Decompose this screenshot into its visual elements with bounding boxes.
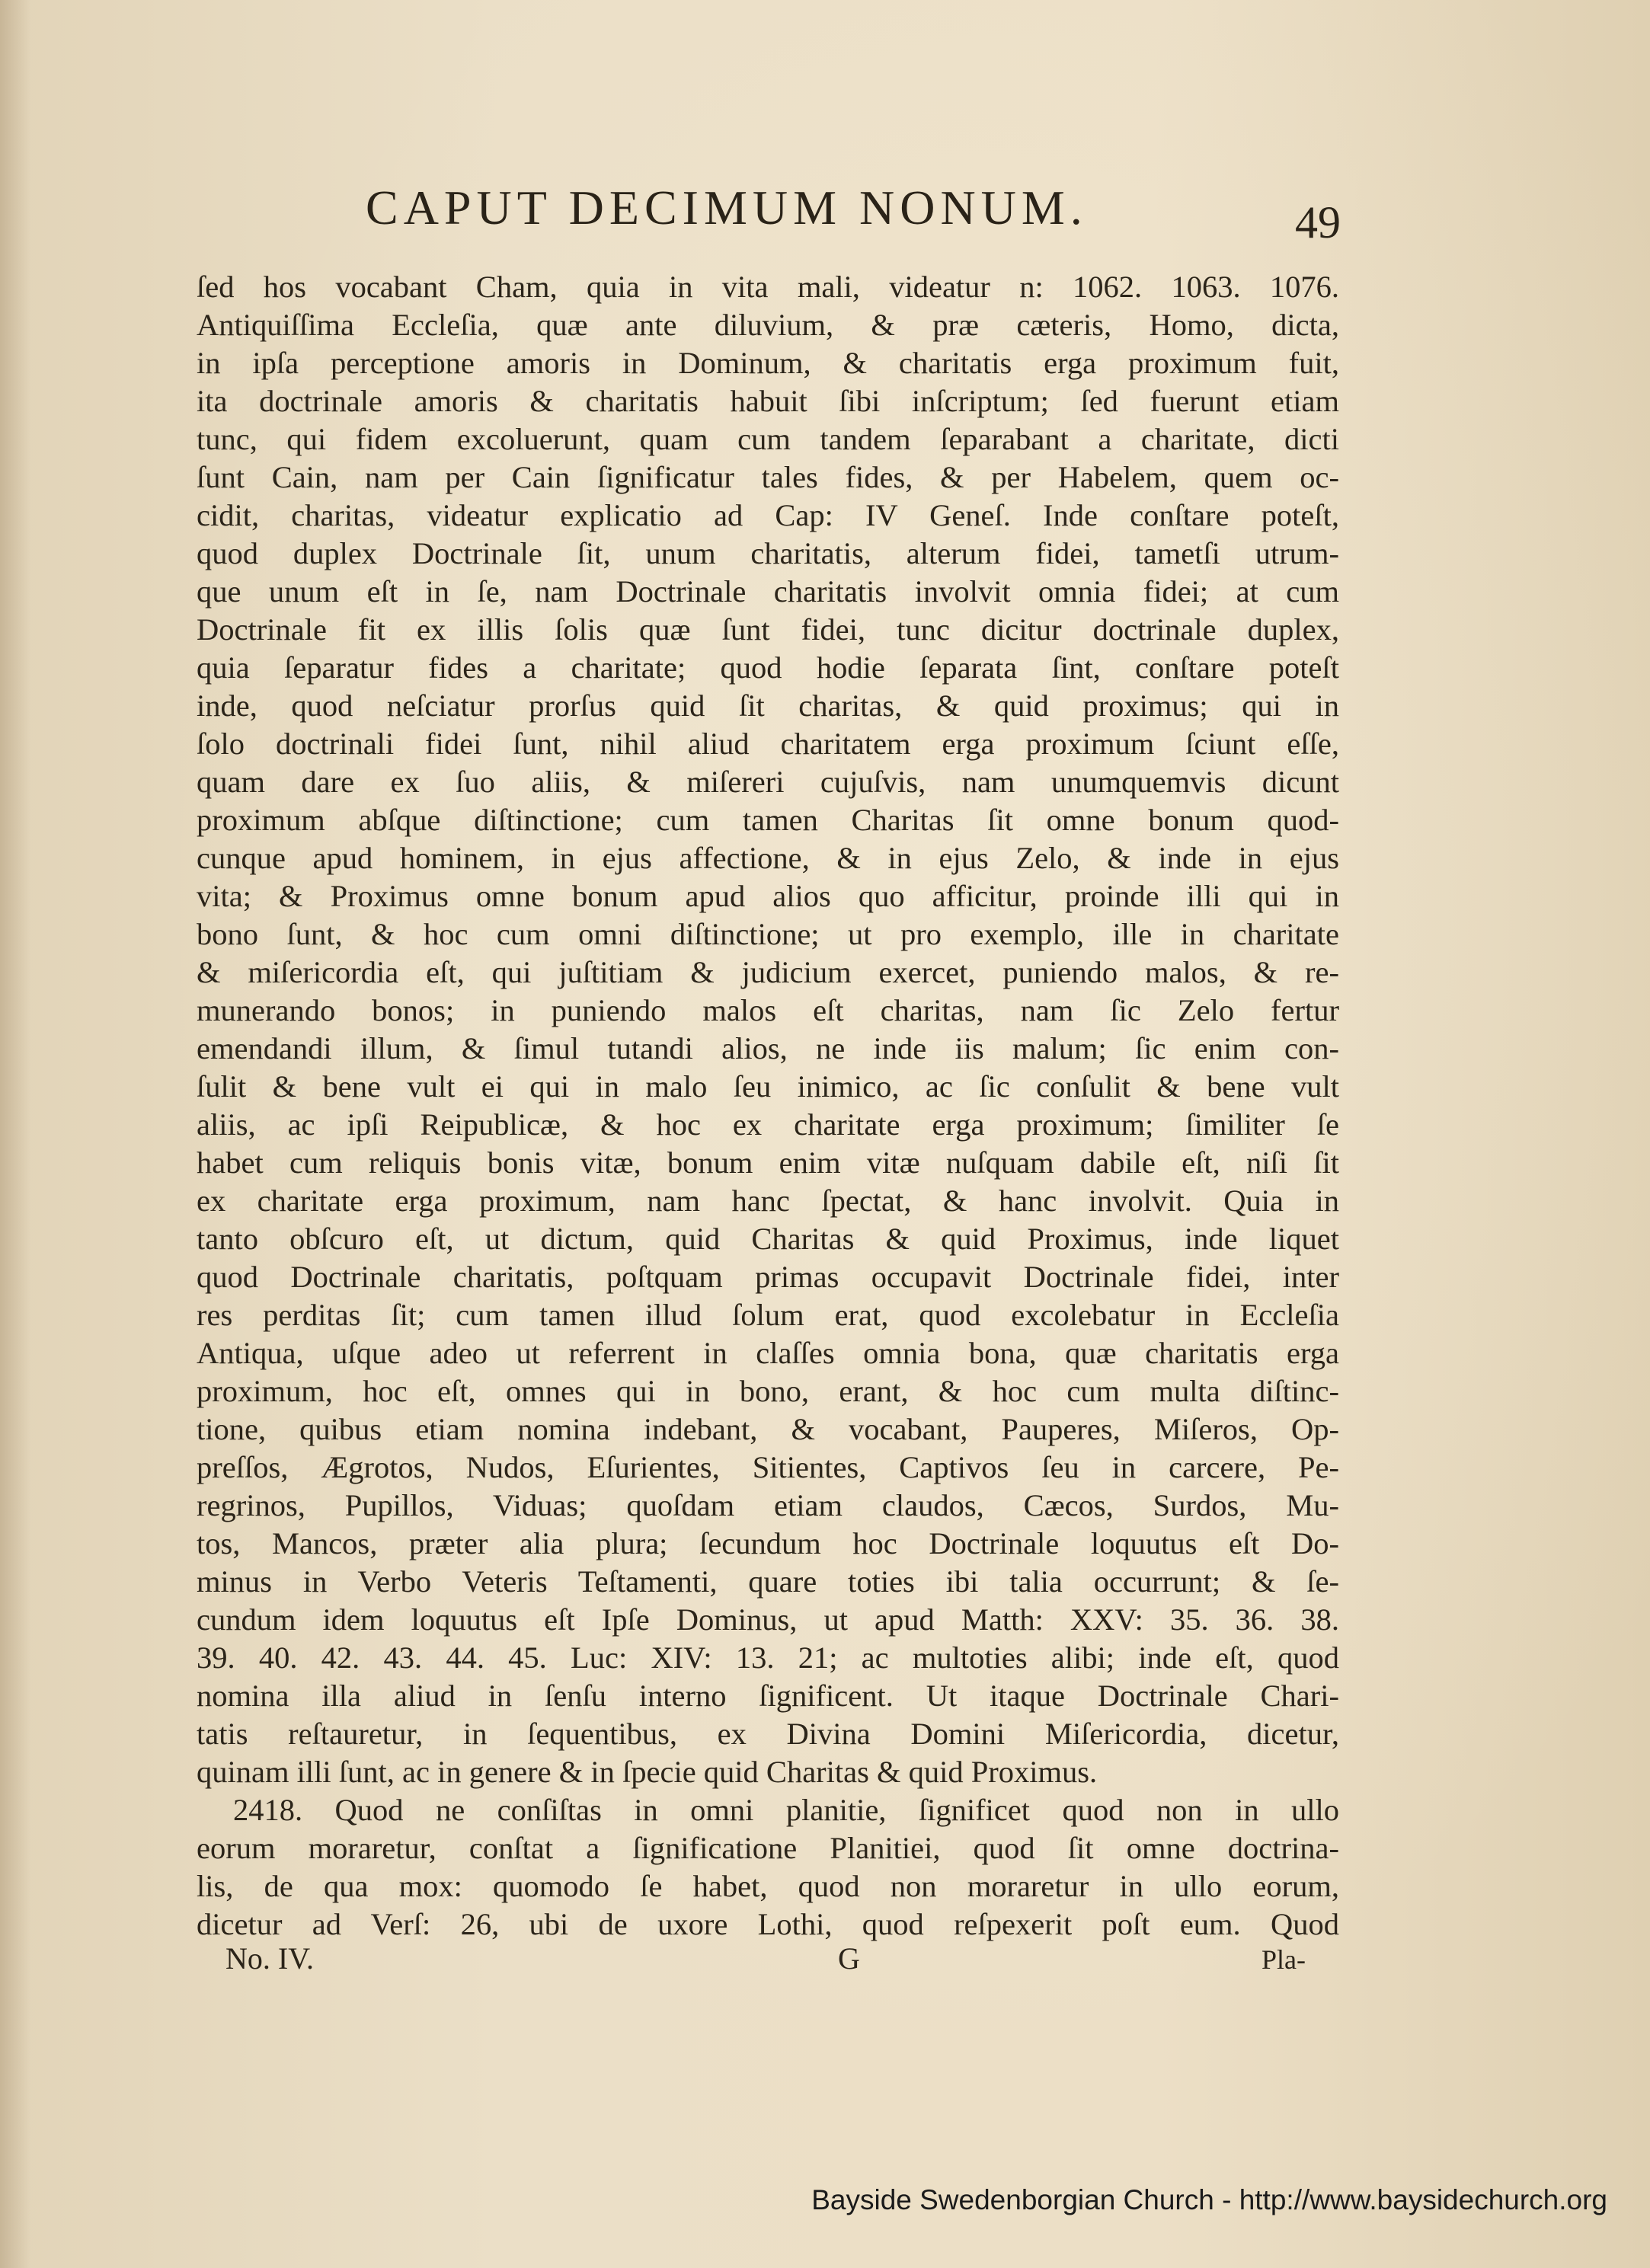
- page-edge-shadow: [0, 0, 30, 2268]
- text-line: aliis, ac ipſi Reipublicæ, & hoc ex charitate erga proximum; ſimiliter ſe: [197, 1107, 1339, 1142]
- text-line: preſſos, Ægrotos, Nudos, Eſurientes, Sitientes, Captivos ſeu in carcere, Pe-: [197, 1450, 1339, 1484]
- text-line: ſunt Cain, nam per Cain ſignificatur tales fides, & per Habelem, quem oc-: [197, 460, 1339, 494]
- text-line: quam dare ex ſuo aliis, & miſereri cujuſvis, nam unumquemvis dicunt: [197, 765, 1339, 799]
- text-line: nomina illa aliud in ſenſu interno ſignificent. Ut itaque Doctrinale Chari-: [197, 1679, 1339, 1713]
- text-line: emendandi illum, & ſimul tutandi alios, ne inde iis malum; ſic enim con-: [197, 1031, 1339, 1065]
- catchword: Pla-: [1261, 1944, 1306, 1975]
- text-line: que unum eſt in ſe, nam Doctrinale charitatis involvit omnia fidei; at cum: [197, 574, 1339, 609]
- main-text: [197, 268, 1339, 1944]
- text-line: inde, quod neſciatur prorſus quid ſit charitas, & quid proximus; qui in: [197, 688, 1339, 723]
- text-line: quod duplex Doctrinale ſit, unum charitatis, alterum fidei, tametſi utrum-: [197, 536, 1339, 570]
- text-line: in ipſa perceptione amoris in Dominum, & charitatis erga proximum fuit,: [197, 346, 1339, 380]
- text-line: minus in Verbo Veteris Teſtamenti, quare toties ibi talia occurrunt; & ſe-: [197, 1564, 1339, 1599]
- text-line: Antiqua, uſque adeo ut referrent in claſſes omnia bona, quæ charitatis erga: [197, 1336, 1339, 1370]
- text-line: & miſericordia eſt, qui juſtitiam & judicium exercet, puniendo malos, & re-: [197, 955, 1339, 989]
- text-line: cunque apud hominem, in ejus affectione, & in ejus Zelo, & inde in ejus: [197, 841, 1339, 875]
- text-line: ſulit & bene vult ei qui in malo ſeu inimico, ac ſic conſulit & bene vult: [197, 1069, 1339, 1104]
- text-line: cidit, charitas, videatur explicatio ad Cap: IV Geneſ. Inde conſtare poteſt,: [197, 498, 1339, 532]
- text-line: tunc, qui fidem excoluerunt, quam cum tandem ſeparabant a charitate, dicti: [197, 422, 1339, 456]
- text-line: res perditas ſit; cum tamen illud ſolum erat, quod excolebatur in Eccleſia: [197, 1298, 1339, 1332]
- text-line: quia ſeparatur fides a charitate; quod hodie ſeparata ſint, conſtare poteſt: [197, 650, 1339, 685]
- watermark-credit: Bayside Swedenborgian Church - http://www.baysidechurch.org: [811, 2184, 1607, 2215]
- text-line: tatis reſtauretur, in ſequentibus, ex Divina Domini Miſericordia, dicetur,: [197, 1717, 1339, 1751]
- text-line: habet cum reliquis bonis vitæ, bonum enim vitæ nuſquam dabile eſt, niſi ſit: [197, 1145, 1339, 1180]
- text-line: ſolo doctrinali fidei ſunt, nihil aliud charitatem erga proximum ſciunt eſſe,: [197, 727, 1339, 761]
- text-line: tanto obſcuro eſt, ut dictum, quid Charitas & quid Proximus, inde liquet: [197, 1222, 1339, 1256]
- signature-mark: G: [838, 1941, 860, 1976]
- paragraph-2418-line: lis, de qua mox: quomodo ſe habet, quod non moraretur in ullo eorum,: [197, 1869, 1339, 1903]
- text-line: quinam illi ſunt, ac in genere & in ſpecie quid Charitas & quid Proximus.: [197, 1755, 1098, 1789]
- page-title: CAPUT DECIMUM NONUM.: [366, 180, 1088, 235]
- text-line: bono ſunt, & hoc cum omni diſtinctione; ut pro exemplo, ille in charitate: [197, 917, 1339, 951]
- text-line: proximum, hoc eſt, omnes qui in bono, erant, & hoc cum multa diſtinc-: [197, 1374, 1339, 1408]
- page-number: 49: [1295, 197, 1341, 248]
- text-line: 39. 40. 42. 43. 44. 45. Luc: XIV: 13. 21; ac multoties alibi; inde eſt, quod: [197, 1640, 1339, 1675]
- text-line: quod Doctrinale charitatis, poſtquam primas occupavit Doctrinale fidei, inter: [197, 1260, 1339, 1294]
- text-line: proximum abſque diſtinctione; cum tamen Charitas ſit omne bonum quod-: [197, 803, 1339, 837]
- text-line: ita doctrinale amoris & charitatis habuit ſibi inſcriptum; ſed fuerunt etiam: [197, 384, 1339, 418]
- text-line: Doctrinale fit ex illis ſolis quæ ſunt fidei, tunc dicitur doctrinale duplex,: [197, 612, 1339, 647]
- text-line: regrinos, Pupillos, Viduas; quoſdam etiam claudos, Cæcos, Surdos, Mu-: [197, 1488, 1339, 1522]
- text-line: tos, Mancos, præter alia plura; ſecundum hoc Doctrinale loquutus eſt Do-: [197, 1526, 1339, 1560]
- text-line: cundum idem loquutus eſt Ipſe Dominus, ut apud Matth: XXV: 35. 36. 38.: [197, 1602, 1339, 1637]
- text-line: tione, quibus etiam nomina indebant, & vocabant, Pauperes, Miſeros, Op-: [197, 1412, 1339, 1446]
- paragraph-2418-line: dicetur ad Verſ: 26, ubi de uxore Lothi, quod reſpexerit poſt eum. Quod: [197, 1907, 1339, 1941]
- text-line: munerando bonos; in puniendo malos eſt charitas, nam ſic Zelo fertur: [197, 993, 1339, 1027]
- paragraph-2418-line: 2418. Quod ne conſiſtas in omni planitie, ſignificet quod non in ullo: [233, 1793, 1339, 1827]
- text-line: ſed hos vocabant Cham, quia in vita mali, videatur n: 1062. 1063. 1076.: [197, 270, 1339, 304]
- text-line: vita; & Proximus omne bonum apud alios quo afficitur, proinde illi qui in: [197, 879, 1339, 913]
- text-line: Antiquiſſima Eccleſia, quæ ante diluvium, & præ cæteris, Homo, dicta,: [197, 308, 1339, 342]
- text-line: ex charitate erga proximum, nam hanc ſpectat, & hanc involvit. Quia in: [197, 1184, 1339, 1218]
- paragraph-2418-line: eorum moraretur, conſtat a ſignificatione Planitiei, quod ſit omne doctrina-: [197, 1831, 1339, 1865]
- volume-number: No. IV.: [225, 1941, 314, 1976]
